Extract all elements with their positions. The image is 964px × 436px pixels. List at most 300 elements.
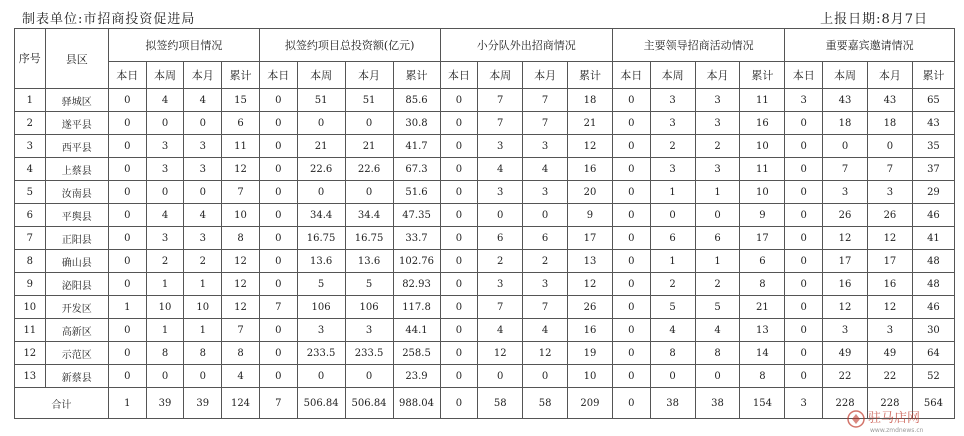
table-cell: 0 — [345, 181, 393, 204]
table-cell: 43 — [912, 112, 954, 135]
table-cell: 1 — [146, 273, 184, 296]
seq-header: 序号 — [15, 29, 46, 89]
row-county: 高新区 — [45, 319, 108, 342]
table-cell: 16.75 — [345, 227, 393, 250]
sub-header-cell: 累计 — [393, 62, 440, 89]
table-cell: 3 — [184, 135, 222, 158]
table-cell: 0 — [523, 365, 568, 388]
total-cell: 506.84 — [345, 388, 393, 419]
table-cell: 51 — [297, 89, 345, 112]
table-cell: 7 — [259, 296, 297, 319]
table-cell: 2 — [695, 273, 740, 296]
row-county: 西平县 — [45, 135, 108, 158]
table-row — [15, 365, 955, 388]
table-cell: 0 — [297, 112, 345, 135]
table-row — [15, 181, 955, 204]
table-cell: 21 — [345, 135, 393, 158]
table-cell: 1 — [108, 296, 146, 319]
county-header: 县区 — [45, 29, 108, 89]
table-cell: 11 — [740, 158, 785, 181]
table-cell: 82.93 — [393, 273, 440, 296]
table-cell: 0 — [695, 204, 740, 227]
table-cell: 0 — [612, 319, 650, 342]
table-cell: 0 — [650, 365, 695, 388]
table-cell: 0 — [440, 204, 478, 227]
table-cell: 10 — [740, 181, 785, 204]
table-cell: 5 — [345, 273, 393, 296]
table-cell: 12 — [222, 296, 260, 319]
table-cell: 0 — [612, 112, 650, 135]
total-cell: 564 — [912, 388, 954, 419]
watermark-url: www.zmdnews.cn — [870, 427, 924, 434]
table-cell: 16 — [823, 273, 868, 296]
table-cell: 43 — [823, 89, 868, 112]
table-row — [15, 273, 955, 296]
table-cell: 18 — [867, 112, 912, 135]
table-cell: 5 — [650, 296, 695, 319]
row-seq: 3 — [15, 135, 46, 158]
table-cell: 0 — [612, 273, 650, 296]
table-cell: 7 — [222, 319, 260, 342]
table-cell: 64 — [912, 342, 954, 365]
table-cell: 0 — [345, 112, 393, 135]
table-cell: 15 — [222, 89, 260, 112]
table-cell: 13 — [740, 319, 785, 342]
table-cell: 0 — [823, 135, 868, 158]
table-cell: 0 — [297, 181, 345, 204]
table-cell: 0 — [259, 204, 297, 227]
row-county: 确山县 — [45, 250, 108, 273]
table-cell: 0 — [259, 319, 297, 342]
table-cell: 12 — [823, 227, 868, 250]
table-cell: 51.6 — [393, 181, 440, 204]
total-cell: 228 — [823, 388, 868, 419]
table-cell: 8 — [695, 342, 740, 365]
total-label: 合计 — [15, 388, 109, 419]
table-cell: 18 — [568, 89, 613, 112]
table-cell: 0 — [440, 112, 478, 135]
table-cell: 34.4 — [297, 204, 345, 227]
table-cell: 1 — [650, 250, 695, 273]
row-county: 上蔡县 — [45, 158, 108, 181]
table-cell: 0 — [259, 365, 297, 388]
table-cell: 3 — [695, 89, 740, 112]
table-cell: 3 — [785, 89, 823, 112]
sub-header-cell: 本日 — [440, 62, 478, 89]
row-seq: 7 — [15, 227, 46, 250]
table-cell: 0 — [440, 342, 478, 365]
sub-header-row — [15, 62, 955, 89]
table-cell: 3 — [650, 112, 695, 135]
table-cell: 30 — [912, 319, 954, 342]
table-cell: 17 — [823, 250, 868, 273]
table-cell: 2 — [650, 273, 695, 296]
table-cell: 11 — [740, 89, 785, 112]
table-cell: 3 — [695, 158, 740, 181]
row-county: 新蔡县 — [45, 365, 108, 388]
table-cell: 3 — [650, 158, 695, 181]
table-cell: 4 — [184, 204, 222, 227]
table-cell: 85.6 — [393, 89, 440, 112]
table-cell: 3 — [523, 135, 568, 158]
table-cell: 0 — [785, 158, 823, 181]
table-cell: 0 — [612, 250, 650, 273]
table-cell: 35 — [912, 135, 954, 158]
table-cell: 0 — [146, 365, 184, 388]
table-cell: 0 — [612, 135, 650, 158]
table-cell: 11 — [222, 135, 260, 158]
row-county: 遂平县 — [45, 112, 108, 135]
table-cell: 0 — [108, 112, 146, 135]
table-cell: 16 — [740, 112, 785, 135]
table-cell: 22 — [823, 365, 868, 388]
table-row — [15, 89, 955, 112]
table-cell: 44.1 — [393, 319, 440, 342]
total-cell: 1 — [108, 388, 146, 419]
table-cell: 7 — [867, 158, 912, 181]
site-watermark — [846, 406, 956, 434]
table-cell: 258.5 — [393, 342, 440, 365]
table-cell: 233.5 — [345, 342, 393, 365]
table-cell: 12 — [222, 273, 260, 296]
total-cell: 0 — [440, 388, 478, 419]
table-cell: 0 — [108, 365, 146, 388]
sub-header-cell: 本周 — [478, 62, 523, 89]
table-cell: 6 — [695, 227, 740, 250]
table-cell: 0 — [612, 227, 650, 250]
group-header: 小分队外出招商情况 — [440, 29, 612, 62]
table-cell: 49 — [867, 342, 912, 365]
table-cell: 41 — [912, 227, 954, 250]
total-cell: 58 — [523, 388, 568, 419]
group-header: 拟签约项目总投资额(亿元) — [259, 29, 440, 62]
table-cell: 1 — [184, 273, 222, 296]
table-cell: 0 — [259, 89, 297, 112]
table-row — [15, 112, 955, 135]
total-cell: 124 — [222, 388, 260, 419]
table-cell: 0 — [259, 112, 297, 135]
table-cell: 22.6 — [345, 158, 393, 181]
table-cell: 9 — [568, 204, 613, 227]
total-cell: 7 — [259, 388, 297, 419]
table-cell: 4 — [478, 319, 523, 342]
table-row — [15, 204, 955, 227]
total-cell: 39 — [184, 388, 222, 419]
table-cell: 37 — [912, 158, 954, 181]
table-cell: 7 — [523, 296, 568, 319]
sub-header-cell: 本月 — [184, 62, 222, 89]
row-seq: 5 — [15, 181, 46, 204]
table-row — [15, 158, 955, 181]
table-cell: 8 — [740, 365, 785, 388]
table-cell: 10 — [740, 135, 785, 158]
table-cell: 0 — [108, 342, 146, 365]
table-cell: 0 — [867, 135, 912, 158]
table-cell: 7 — [523, 112, 568, 135]
report-header — [0, 0, 964, 30]
table-cell: 0 — [785, 319, 823, 342]
table-cell: 65 — [912, 89, 954, 112]
table-cell: 10 — [222, 204, 260, 227]
table-cell: 0 — [785, 112, 823, 135]
table-cell: 0 — [259, 181, 297, 204]
table-cell: 0 — [612, 296, 650, 319]
table-cell: 16 — [568, 319, 613, 342]
table-cell: 3 — [146, 227, 184, 250]
investment-report-table — [14, 28, 955, 419]
sub-header-cell: 本日 — [785, 62, 823, 89]
table-cell: 4 — [146, 89, 184, 112]
table-cell: 7 — [523, 89, 568, 112]
table-cell: 23.9 — [393, 365, 440, 388]
table-cell: 29 — [912, 181, 954, 204]
table-cell: 14 — [740, 342, 785, 365]
table-cell: 0 — [184, 112, 222, 135]
table-cell: 7 — [478, 89, 523, 112]
table-cell: 7 — [478, 296, 523, 319]
table-cell: 3 — [478, 181, 523, 204]
table-cell: 10 — [184, 296, 222, 319]
table-cell: 1 — [695, 181, 740, 204]
total-cell: 988.04 — [393, 388, 440, 419]
table-cell: 3 — [184, 158, 222, 181]
row-county: 汝南县 — [45, 181, 108, 204]
table-cell: 3 — [867, 319, 912, 342]
table-cell: 4 — [478, 158, 523, 181]
table-cell: 0 — [650, 204, 695, 227]
total-cell: 38 — [695, 388, 740, 419]
table-cell: 51 — [345, 89, 393, 112]
table-cell: 2 — [146, 250, 184, 273]
table-cell: 12 — [568, 273, 613, 296]
sub-header-cell: 累计 — [568, 62, 613, 89]
total-cell: 0 — [612, 388, 650, 419]
table-cell: 4 — [146, 204, 184, 227]
table-cell: 2 — [478, 250, 523, 273]
group-header: 主要领导招商活动情况 — [612, 29, 784, 62]
table-cell: 12 — [222, 250, 260, 273]
group-header: 重要嘉宾邀请情况 — [785, 29, 955, 62]
row-county: 泌阳县 — [45, 273, 108, 296]
table-cell: 106 — [345, 296, 393, 319]
table-cell: 17 — [867, 250, 912, 273]
table-cell: 7 — [823, 158, 868, 181]
table-cell: 0 — [108, 158, 146, 181]
table-cell: 0 — [440, 89, 478, 112]
table-cell: 52 — [912, 365, 954, 388]
table-cell: 3 — [695, 112, 740, 135]
total-cell: 209 — [568, 388, 613, 419]
table-cell: 0 — [523, 204, 568, 227]
table-cell: 26 — [867, 204, 912, 227]
table-row — [15, 342, 955, 365]
report-date: 上报日期:8月7日 — [820, 12, 928, 27]
table-cell: 16.75 — [297, 227, 345, 250]
table-cell: 0 — [785, 273, 823, 296]
table-cell: 3 — [523, 273, 568, 296]
table-cell: 43 — [867, 89, 912, 112]
table-cell: 10 — [568, 365, 613, 388]
table-cell: 17 — [740, 227, 785, 250]
table-cell: 13 — [568, 250, 613, 273]
row-county: 驿城区 — [45, 89, 108, 112]
sub-header-cell: 本日 — [259, 62, 297, 89]
table-cell: 0 — [108, 227, 146, 250]
total-cell: 506.84 — [297, 388, 345, 419]
table-cell: 0 — [612, 181, 650, 204]
table-cell: 49 — [823, 342, 868, 365]
table-cell: 8 — [650, 342, 695, 365]
sub-header-cell: 本月 — [345, 62, 393, 89]
table-cell: 0 — [785, 227, 823, 250]
row-county: 平舆县 — [45, 204, 108, 227]
sub-header-cell: 累计 — [740, 62, 785, 89]
table-cell: 0 — [345, 365, 393, 388]
table-cell: 0 — [612, 204, 650, 227]
sub-header-cell: 累计 — [222, 62, 260, 89]
table-cell: 3 — [297, 319, 345, 342]
table-cell: 22 — [867, 365, 912, 388]
table-cell: 0 — [108, 89, 146, 112]
table-cell: 13.6 — [297, 250, 345, 273]
table-cell: 3 — [345, 319, 393, 342]
table-cell: 102.76 — [393, 250, 440, 273]
table-cell: 3 — [523, 181, 568, 204]
table-cell: 0 — [785, 342, 823, 365]
table-cell: 4 — [184, 89, 222, 112]
row-seq: 1 — [15, 89, 46, 112]
row-seq: 9 — [15, 273, 46, 296]
table-cell: 0 — [440, 158, 478, 181]
table-cell: 3 — [146, 135, 184, 158]
table-cell: 0 — [108, 319, 146, 342]
table-cell: 26 — [823, 204, 868, 227]
row-seq: 8 — [15, 250, 46, 273]
group-header-row — [15, 29, 955, 62]
row-seq: 6 — [15, 204, 46, 227]
row-seq: 11 — [15, 319, 46, 342]
total-row — [15, 388, 955, 419]
table-cell: 0 — [478, 365, 523, 388]
table-cell: 5 — [695, 296, 740, 319]
table-cell: 0 — [785, 204, 823, 227]
table-cell: 1 — [695, 250, 740, 273]
table-cell: 17 — [568, 227, 613, 250]
table-cell: 0 — [146, 112, 184, 135]
table-cell: 0 — [440, 296, 478, 319]
table-cell: 12 — [523, 342, 568, 365]
table-cell: 21 — [568, 112, 613, 135]
table-cell: 47.35 — [393, 204, 440, 227]
total-cell: 38 — [650, 388, 695, 419]
table-cell: 0 — [108, 135, 146, 158]
table-cell: 0 — [785, 181, 823, 204]
table-cell: 0 — [612, 342, 650, 365]
row-county: 示范区 — [45, 342, 108, 365]
table-cell: 2 — [184, 250, 222, 273]
table-cell: 19 — [568, 342, 613, 365]
table-cell: 2 — [650, 135, 695, 158]
sub-header-cell: 本月 — [867, 62, 912, 89]
table-cell: 34.4 — [345, 204, 393, 227]
table-cell: 0 — [785, 135, 823, 158]
table-cell: 0 — [440, 273, 478, 296]
row-seq: 13 — [15, 365, 46, 388]
total-cell: 58 — [478, 388, 523, 419]
table-cell: 0 — [440, 227, 478, 250]
table-cell: 33.7 — [393, 227, 440, 250]
table-cell: 0 — [478, 204, 523, 227]
table-cell: 0 — [785, 365, 823, 388]
table-cell: 18 — [823, 112, 868, 135]
table-cell: 6 — [523, 227, 568, 250]
row-seq: 2 — [15, 112, 46, 135]
group-header: 拟签约项目情况 — [108, 29, 259, 62]
table-cell: 0 — [440, 319, 478, 342]
table-cell: 8 — [184, 342, 222, 365]
table-cell: 6 — [478, 227, 523, 250]
table-cell: 10 — [146, 296, 184, 319]
table-cell: 3 — [650, 89, 695, 112]
table-cell: 6 — [222, 112, 260, 135]
table-cell: 3 — [478, 273, 523, 296]
table-cell: 0 — [108, 204, 146, 227]
row-county: 正阳县 — [45, 227, 108, 250]
table-cell: 1 — [184, 319, 222, 342]
table-cell: 21 — [297, 135, 345, 158]
table-cell: 0 — [259, 273, 297, 296]
table-cell: 7 — [478, 112, 523, 135]
table-cell: 3 — [184, 227, 222, 250]
row-county: 开发区 — [45, 296, 108, 319]
table-cell: 3 — [823, 319, 868, 342]
table-cell: 26 — [568, 296, 613, 319]
table-cell: 0 — [108, 181, 146, 204]
table-cell: 12 — [478, 342, 523, 365]
table-cell: 46 — [912, 296, 954, 319]
table-cell: 0 — [440, 250, 478, 273]
table-cell: 16 — [867, 273, 912, 296]
table-cell: 0 — [440, 181, 478, 204]
sub-header-cell: 本周 — [650, 62, 695, 89]
table-cell: 0 — [259, 135, 297, 158]
sub-header-cell: 累计 — [912, 62, 954, 89]
table-cell: 1 — [650, 181, 695, 204]
total-cell: 3 — [785, 388, 823, 419]
table-cell: 22.6 — [297, 158, 345, 181]
table-row — [15, 227, 955, 250]
table-cell: 8 — [222, 342, 260, 365]
table-cell: 117.8 — [393, 296, 440, 319]
row-seq: 10 — [15, 296, 46, 319]
table-cell: 233.5 — [297, 342, 345, 365]
table-cell: 41.7 — [393, 135, 440, 158]
table-cell: 46 — [912, 204, 954, 227]
sub-header-cell: 本周 — [146, 62, 184, 89]
table-cell: 20 — [568, 181, 613, 204]
table-cell: 4 — [695, 319, 740, 342]
table-cell: 0 — [259, 250, 297, 273]
table-cell: 0 — [297, 365, 345, 388]
table-row — [15, 296, 955, 319]
table-cell: 0 — [259, 227, 297, 250]
table-cell: 4 — [523, 319, 568, 342]
row-seq: 4 — [15, 158, 46, 181]
table-cell: 0 — [146, 181, 184, 204]
table-cell: 21 — [740, 296, 785, 319]
table-cell: 0 — [612, 89, 650, 112]
table-cell: 12 — [823, 296, 868, 319]
